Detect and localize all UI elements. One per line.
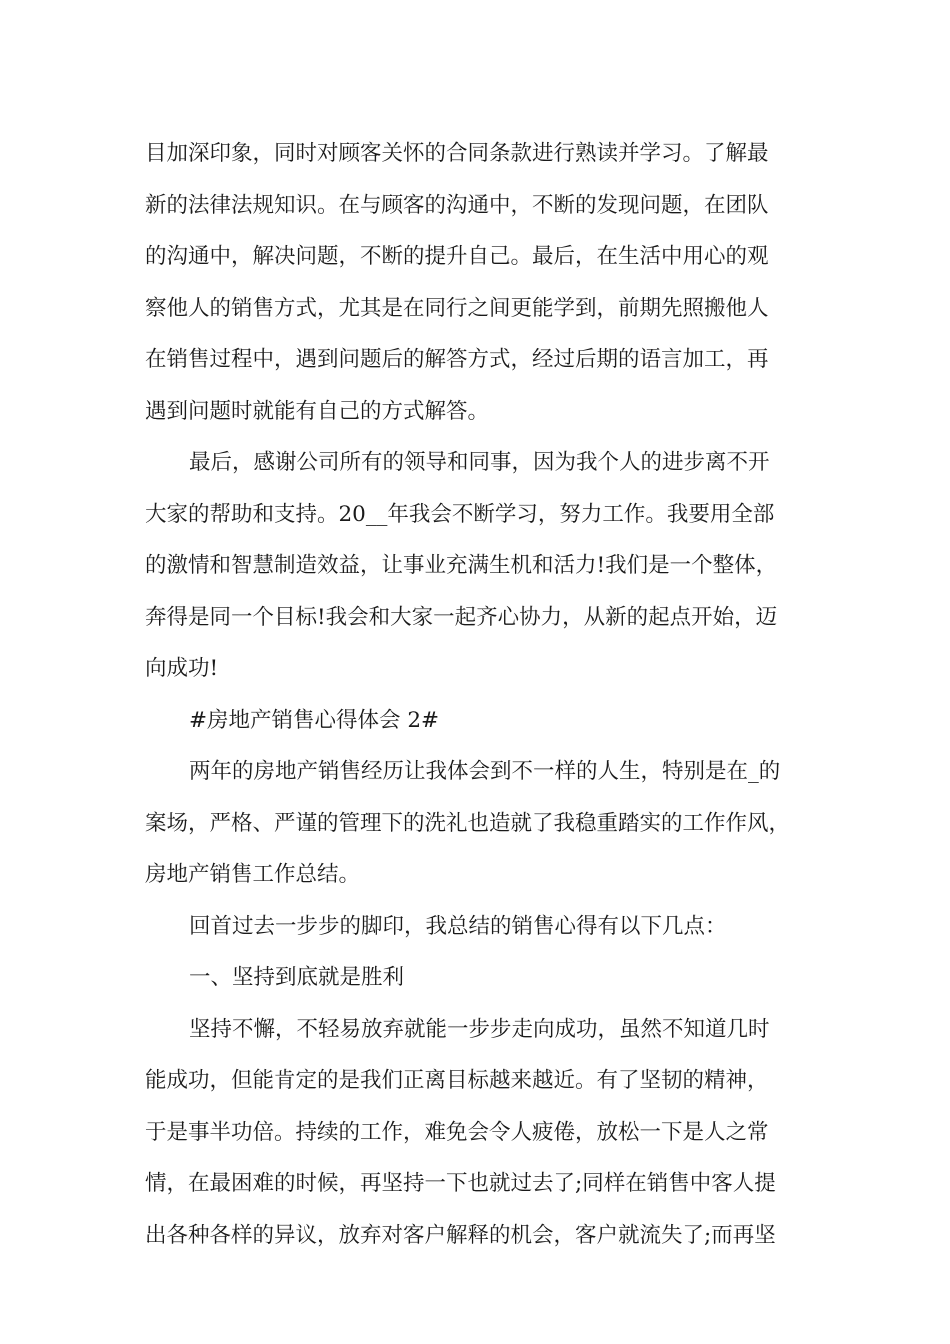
text-line: 的激情和智慧制造效益，让事业充满生机和活力!我们是一个整体， — [145, 553, 778, 578]
text-line: 能成功，但能肯定的是我们正离目标越来越近。有了坚韧的精神， — [145, 1068, 769, 1093]
text-line: 于是事半功倍。持续的工作，难免会令人疲倦，放松一下是人之常 — [145, 1119, 769, 1145]
text-line: 目加深印象，同时对顾客关怀的合同条款进行熟读并学习。了解最 — [145, 141, 769, 166]
paragraph-start-line: 回首过去一步步的脚印，我总结的销售心得有以下几点： — [189, 913, 727, 939]
text-line: 案场，严格、严谨的管理下的洗礼也造就了我稳重踏实的工作作风， — [145, 810, 791, 836]
text-line: 情，在最困难的时候，再坚持一下也就过去了;同样在销售中客人提 — [145, 1171, 776, 1196]
text-line: 察他人的销售方式，尤其是在同行之间更能学到，前期先照搬他人 — [145, 295, 769, 321]
text-line: 大家的帮助和支持。20__年我会不断学习，努力工作。我要用全部 — [145, 501, 775, 527]
text-line: 房地产销售工作总结。 — [145, 862, 361, 887]
section-heading: #房地产销售心得体会 2# — [189, 707, 440, 733]
text-line: 在销售过程中，遇到问题后的解答方式，经过后期的语言加工，再 — [145, 347, 769, 372]
text-line: 出各种各样的异议，放弃对客户解释的机会，客户就流失了;而再坚 — [145, 1222, 776, 1248]
document-body — [145, 128, 815, 1261]
text-line: 向成功! — [145, 656, 219, 681]
text-line: 的沟通中，解决问题，不断的提升自己。最后，在生活中用心的观 — [145, 244, 769, 269]
paragraph-start-line: 坚持不懈，不轻易放弃就能一步步走向成功，虽然不知道几时 — [189, 1016, 770, 1042]
text-line: 遇到问题时就能有自己的方式解答。 — [145, 398, 490, 424]
paragraph-start-line: 最后，感谢公司所有的领导和同事，因为我个人的进步离不开 — [189, 450, 770, 475]
text-line: 奔得是同一个目标!我会和大家一起齐心协力，从新的起点开始，迈 — [145, 604, 778, 630]
text-line: 新的法律法规知识。在与顾客的沟通中，不断的发现问题，在团队 — [145, 192, 769, 218]
paragraph-start-line: 两年的房地产销售经历让我体会到不一样的人生，特别是在_的 — [189, 759, 781, 784]
subsection-heading: 一、坚持到底就是胜利 — [189, 965, 405, 990]
